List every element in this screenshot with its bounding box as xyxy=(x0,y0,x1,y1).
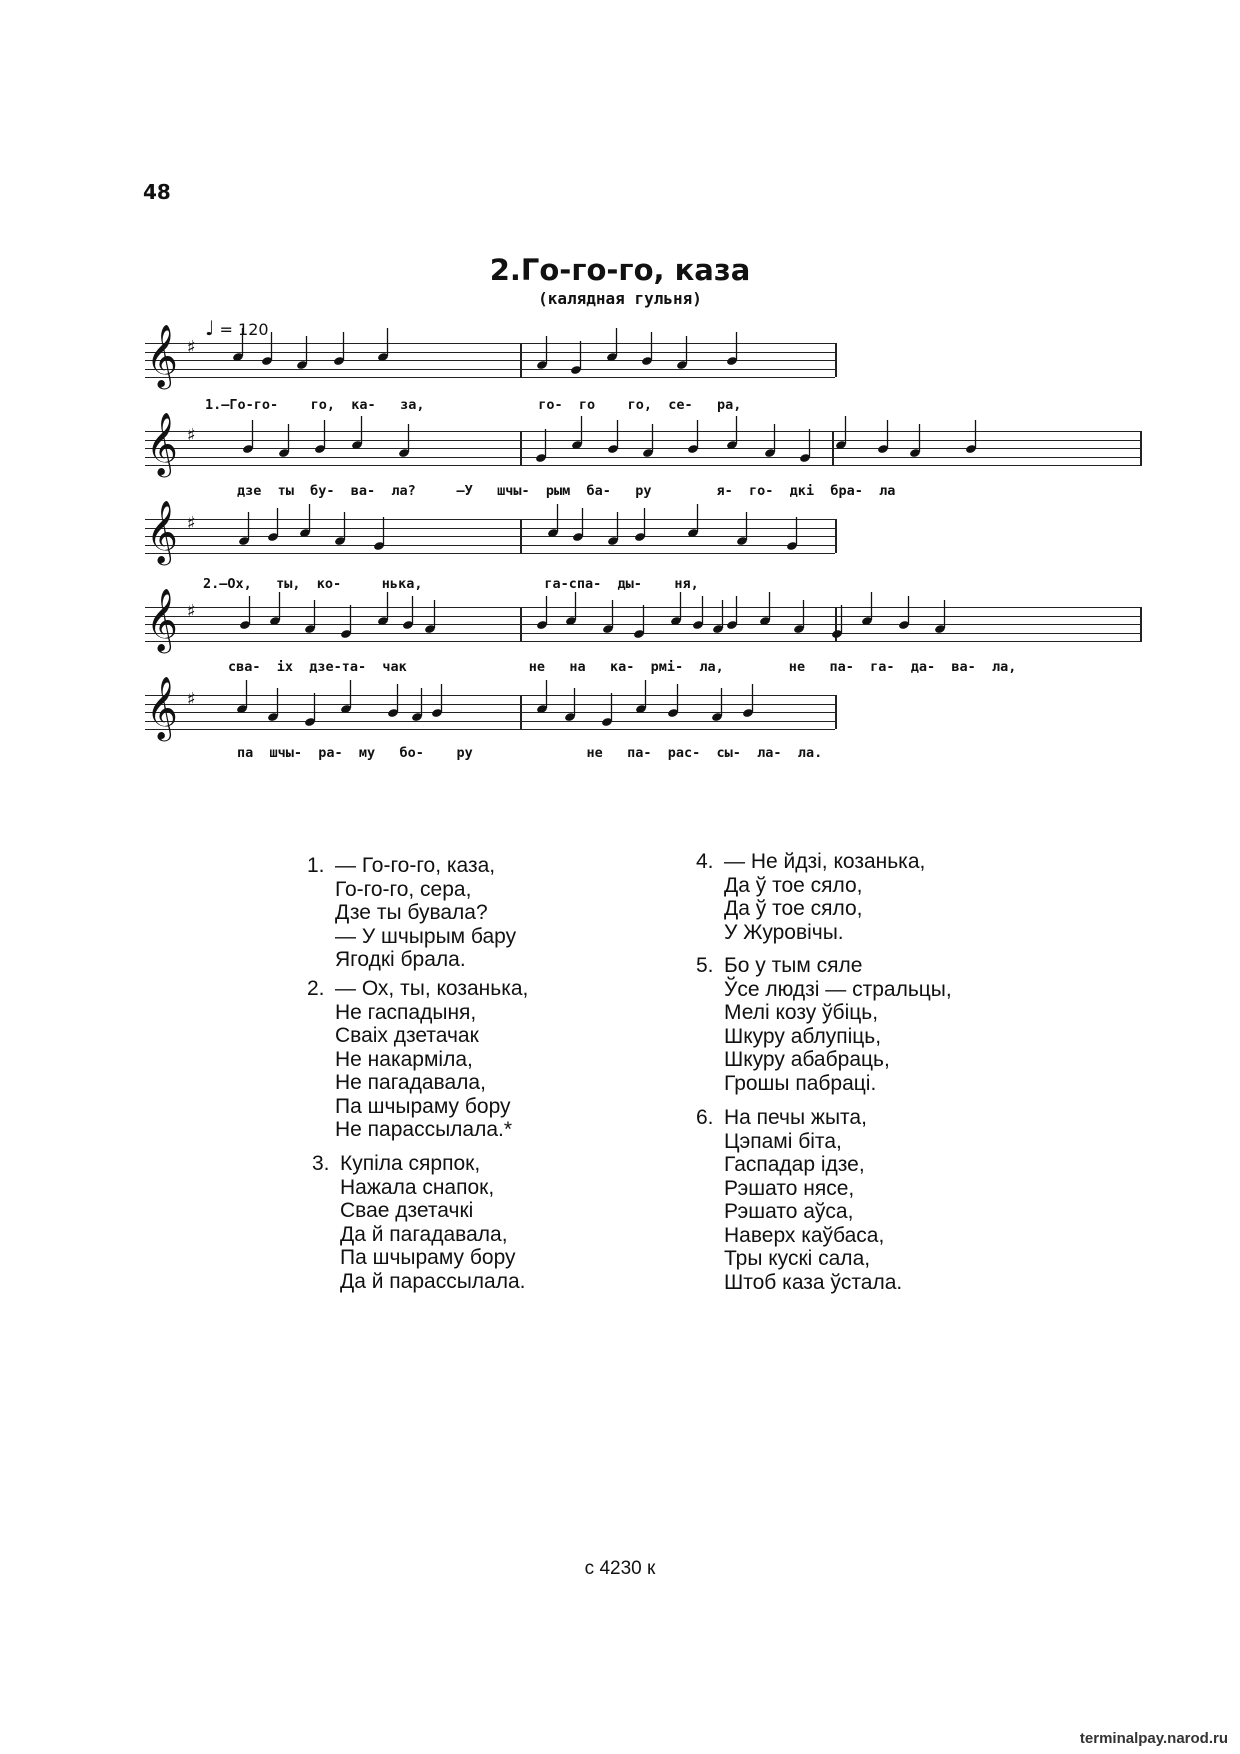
music-note-icon xyxy=(243,444,257,482)
music-note-icon xyxy=(966,444,980,482)
verse-line: Цэпамі біта, xyxy=(724,1129,842,1153)
music-note-icon xyxy=(378,352,392,390)
key-sharp-icon: ♯ xyxy=(187,425,196,446)
staff-line xyxy=(145,431,1142,432)
music-note-icon xyxy=(566,616,580,654)
music-note-icon xyxy=(727,356,741,394)
verse-line: Рэшато аўса, xyxy=(724,1200,854,1223)
lyric-line-2: дзе ты бу- ва- ла? —У шчы- рым ба- ру я- го- дкі бра- ла xyxy=(237,483,896,499)
footer-code: с 4230 к xyxy=(584,1558,656,1579)
barline xyxy=(520,343,522,377)
music-note-icon xyxy=(374,541,388,579)
music-note-icon xyxy=(537,704,551,742)
music-note-icon xyxy=(537,620,551,658)
verse-line: Шкуру аблупіць, xyxy=(724,1024,882,1048)
treble-clef-icon: 𝄞 xyxy=(146,412,178,475)
music-note-icon xyxy=(794,624,808,662)
barline xyxy=(520,519,522,553)
tempo-marking xyxy=(205,316,269,340)
music-note-icon xyxy=(727,620,741,658)
verse-1 xyxy=(307,854,517,972)
verse-4 xyxy=(696,850,926,944)
verse-line: Шкуру абабраць, xyxy=(724,1048,890,1071)
music-note-icon xyxy=(899,620,913,658)
verse-line: Рэшато нясе, xyxy=(724,1176,855,1200)
music-note-icon xyxy=(643,448,657,486)
music-note-icon xyxy=(239,536,253,574)
music-note-icon xyxy=(636,704,650,742)
treble-clef-icon: 𝄞 xyxy=(146,676,178,739)
barline xyxy=(1140,431,1142,465)
music-note-icon xyxy=(548,528,562,566)
staff-line xyxy=(145,343,835,344)
barline xyxy=(1140,607,1142,641)
verse-line: Дзе ты бувала? xyxy=(335,901,488,924)
music-note-icon xyxy=(668,708,682,746)
verse-line: У Журовічы. xyxy=(724,920,844,944)
verse-2 xyxy=(307,977,529,1142)
verse-line: — Го-го-го, каза, xyxy=(335,854,496,877)
treble-clef-icon: 𝄞 xyxy=(146,500,178,563)
treble-clef-icon: 𝄞 xyxy=(146,324,178,387)
lyric-line-3: 2.—Ох, ты, ко- нька, га-спа- ды- ня, xyxy=(203,576,699,592)
verse-number: 2. xyxy=(307,977,325,1000)
barline xyxy=(835,519,837,553)
verse-number: 3. xyxy=(312,1152,330,1175)
verse-line: Гаспадар ідзе, xyxy=(724,1153,865,1176)
page-number: 48 xyxy=(143,180,171,204)
verse-line: Па шчыраму бору xyxy=(340,1246,516,1269)
music-note-icon xyxy=(688,444,702,482)
music-note-icon xyxy=(403,620,417,658)
music-note-icon xyxy=(760,616,774,654)
verse-line: Не гаспадыня, xyxy=(335,1000,477,1024)
barline xyxy=(835,343,837,377)
music-note-icon xyxy=(603,624,617,662)
verse-line: Нажала снапок, xyxy=(340,1175,495,1199)
tempo-value: = 120 xyxy=(219,320,269,339)
music-note-icon xyxy=(677,360,691,398)
music-note-icon xyxy=(862,616,876,654)
music-note-icon xyxy=(878,444,892,482)
music-note-icon xyxy=(713,624,727,662)
music-note-icon xyxy=(642,356,656,394)
verse-line: Не пагадавала, xyxy=(335,1071,486,1094)
verse-line: Сваіх дзетачак xyxy=(335,1024,479,1047)
music-note-icon xyxy=(608,444,622,482)
verse-line: Штоб каза ўстала. xyxy=(724,1270,903,1294)
music-note-icon xyxy=(787,541,801,579)
music-note-icon xyxy=(573,532,587,570)
verse-line: Го-го-го, сера, xyxy=(335,877,472,901)
watermark: terminalpay.narod.ru xyxy=(1079,1730,1228,1747)
verse-line: Мелі козу ўбіць, xyxy=(724,1001,879,1024)
music-note-icon xyxy=(237,704,251,742)
music-note-icon xyxy=(262,356,276,394)
music-note-icon xyxy=(432,708,446,746)
verse-line: Грошы пабраці. xyxy=(724,1071,877,1095)
verse-5 xyxy=(696,954,952,1095)
verse-line: Наверх каўбаса, xyxy=(724,1223,885,1247)
verse-line: Не накарміла, xyxy=(335,1047,473,1071)
barline xyxy=(832,431,834,465)
music-note-icon xyxy=(300,528,314,566)
music-note-icon xyxy=(378,616,392,654)
song-subtitle: (калядная гульня) xyxy=(538,289,702,308)
staff-line xyxy=(145,695,835,696)
verse-line: — Ох, ты, козанька, xyxy=(335,977,529,1000)
verse-line: На печы жыта, xyxy=(724,1106,867,1129)
music-note-icon xyxy=(233,352,247,390)
verse-number: 5. xyxy=(696,954,714,977)
key-sharp-icon: ♯ xyxy=(187,689,196,710)
verse-6 xyxy=(696,1106,903,1294)
verse-line: Да й пагадавала, xyxy=(340,1222,508,1246)
music-note-icon xyxy=(765,448,779,486)
music-note-icon xyxy=(297,360,311,398)
verse-line: Тры кускі сала, xyxy=(724,1247,871,1270)
music-note-icon xyxy=(671,616,685,654)
music-note-icon xyxy=(305,624,319,662)
staff-line xyxy=(145,440,1142,441)
barline xyxy=(835,695,837,729)
verse-line: Да ў тое сяло, xyxy=(724,873,863,897)
lyric-line-4: сва- іх дзе-та- чак не на ка- рмі- ла, не па- га- да- ва- ла, xyxy=(228,659,1017,675)
music-note-icon xyxy=(537,360,551,398)
music-note-icon xyxy=(315,444,329,482)
verse-line: Ягодкі брала. xyxy=(335,948,466,971)
music-note-icon xyxy=(910,448,924,486)
music-note-icon xyxy=(388,708,402,746)
music-note-icon xyxy=(334,356,348,394)
verse-number: 6. xyxy=(696,1106,714,1129)
verse-line: — У шчырым бару xyxy=(335,924,517,948)
music-note-icon xyxy=(572,440,586,478)
music-note-icon xyxy=(607,352,621,390)
staff-line xyxy=(145,352,835,353)
key-sharp-icon: ♯ xyxy=(187,337,196,358)
music-note-icon xyxy=(399,448,413,486)
verse-3 xyxy=(312,1152,526,1293)
verse-line: Па шчыраму бору xyxy=(335,1094,511,1118)
treble-clef-icon: 𝄞 xyxy=(146,588,178,651)
barline xyxy=(520,695,522,729)
verse-line: — Не йдзі, козанька, xyxy=(724,850,926,873)
music-note-icon xyxy=(279,448,293,486)
key-sharp-icon: ♯ xyxy=(187,513,196,534)
music-note-icon xyxy=(836,440,850,478)
quarter-note-icon: ♩ xyxy=(205,316,215,340)
lyric-line-5: па шчы- ра- му бо- ру не па- рас- сы- ла- ла. xyxy=(237,745,823,761)
music-note-icon xyxy=(693,620,707,658)
music-note-icon xyxy=(635,532,649,570)
verse-line: Да й парассылала. xyxy=(340,1269,526,1293)
verse-line: Да ў тое сяло, xyxy=(724,897,863,920)
key-sharp-icon: ♯ xyxy=(187,601,196,622)
music-note-icon xyxy=(240,620,254,658)
verse-line: Бо у тым сяле xyxy=(724,954,863,977)
music-note-icon xyxy=(352,440,366,478)
music-note-icon xyxy=(608,536,622,574)
music-note-icon xyxy=(727,440,741,478)
music-note-icon xyxy=(341,704,355,742)
verse-line: Свае дзетачкі xyxy=(340,1199,474,1222)
music-note-icon xyxy=(270,616,284,654)
verse-number: 4. xyxy=(696,850,714,873)
verse-number: 1. xyxy=(307,854,325,877)
music-note-icon xyxy=(737,536,751,574)
lyric-line-1: 1.—Го-го- го, ка- за, го- го го, се- ра, xyxy=(205,397,742,413)
verse-line: Не парассылала.* xyxy=(335,1118,513,1141)
song-title: 2.Го-го-го, каза xyxy=(489,253,751,287)
music-note-icon xyxy=(335,536,349,574)
music-note-icon xyxy=(268,532,282,570)
barline xyxy=(520,607,522,641)
music-note-icon xyxy=(688,528,702,566)
music-note-icon xyxy=(935,624,949,662)
verse-line: Ўсе людзі — стральцы, xyxy=(724,977,952,1001)
barline xyxy=(520,431,522,465)
music-note-icon xyxy=(425,624,439,662)
verse-line: Купіла сярпок, xyxy=(340,1152,481,1175)
music-note-icon xyxy=(743,708,757,746)
